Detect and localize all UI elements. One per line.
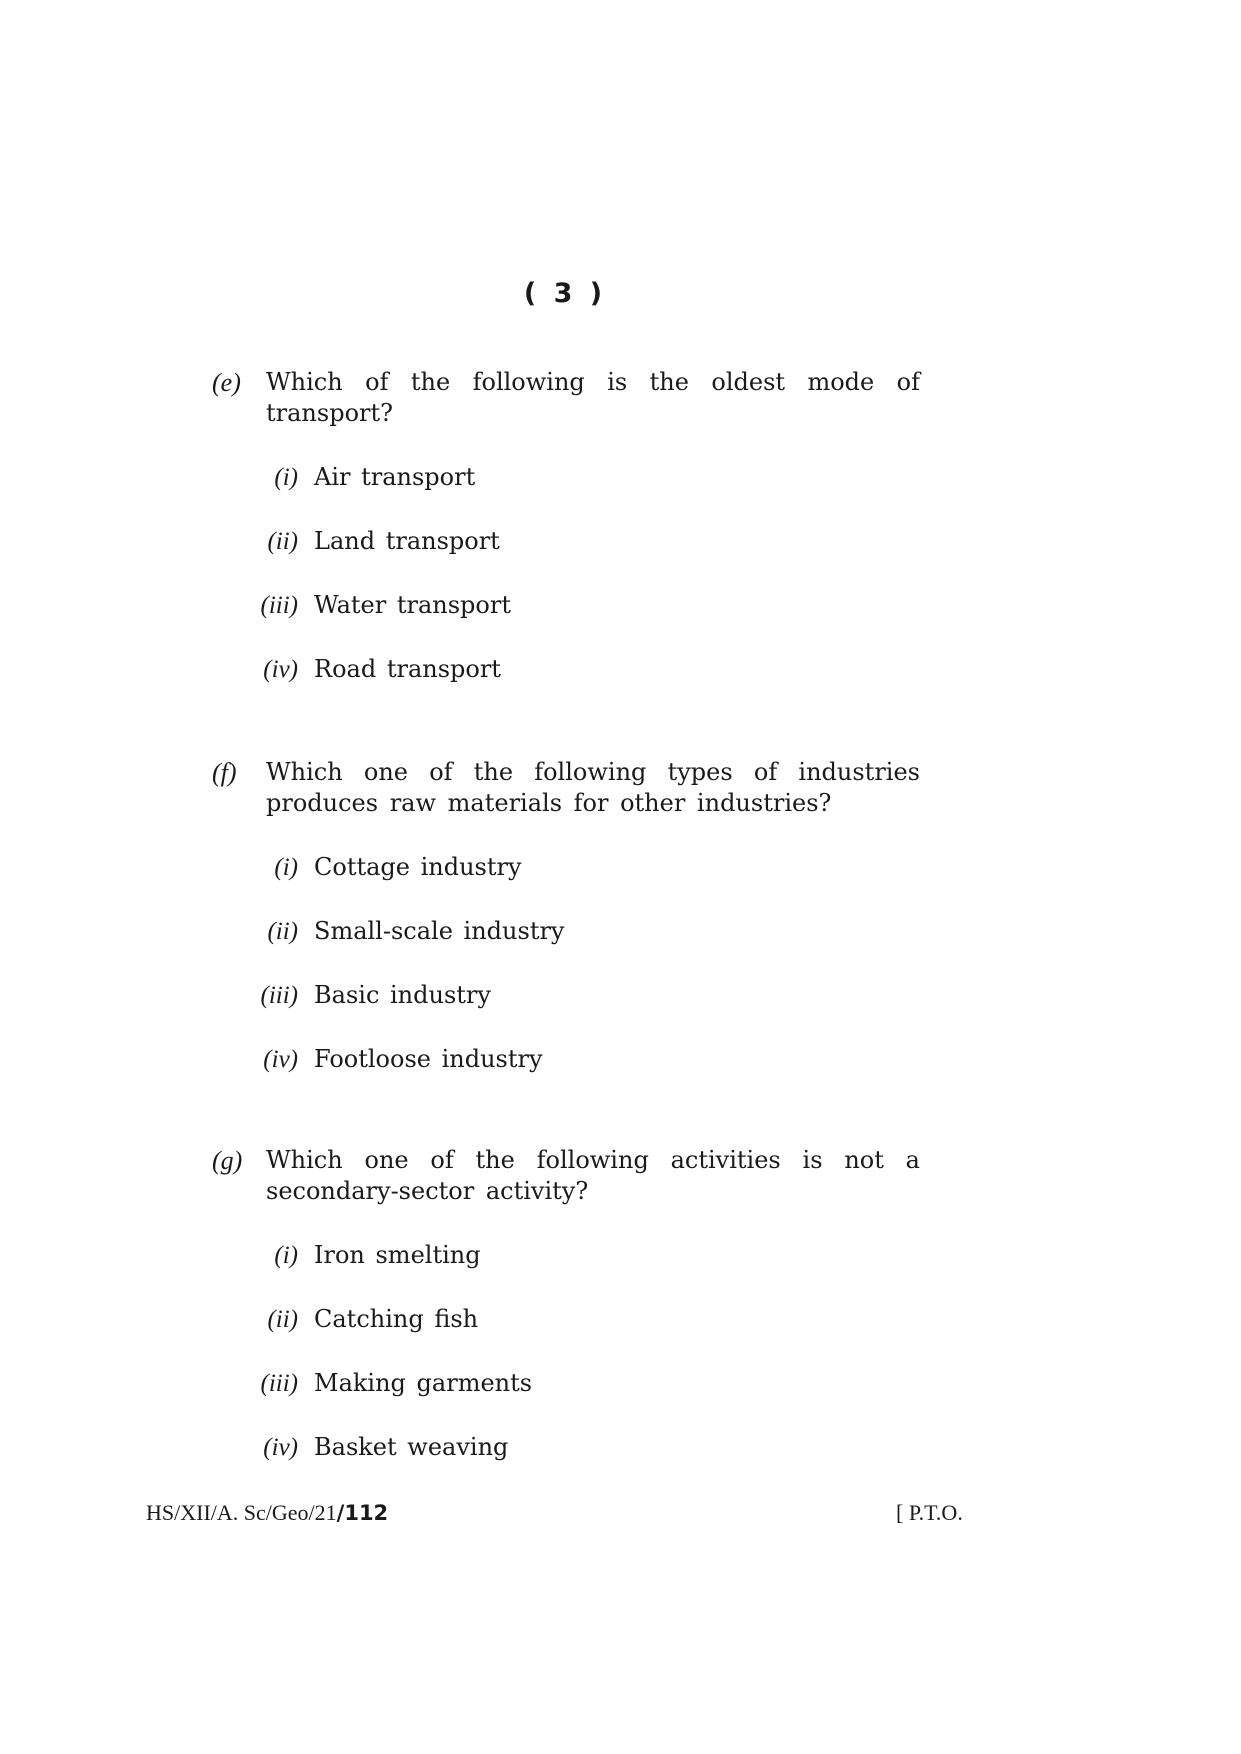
option-item <box>212 1044 920 1108</box>
option-item <box>212 526 920 590</box>
option-item <box>212 980 920 1044</box>
question-label: (g) <box>212 1146 243 1175</box>
option-item <box>212 916 920 980</box>
option-text: Land transport <box>314 527 500 555</box>
option-item <box>212 1240 920 1304</box>
option-item <box>212 852 920 916</box>
option-text: Water transport <box>314 591 511 619</box>
paper-code-suffix: /112 <box>336 1501 389 1525</box>
question-f <box>212 757 920 1108</box>
option-label: (i) <box>274 854 298 881</box>
option-item <box>212 1304 920 1368</box>
option-item <box>212 1368 920 1432</box>
option-label: (ii) <box>267 918 298 945</box>
option-item <box>212 654 920 718</box>
options-list <box>212 852 920 1108</box>
options-list <box>212 1240 920 1496</box>
option-label: (iv) <box>263 1434 298 1461</box>
question-text: Which one of the following activities is not a secondary-sector activity? <box>266 1146 920 1205</box>
option-text: Basic industry <box>314 981 491 1009</box>
paper-code-prefix: HS/XII/A. Sc/Geo/21 <box>146 1500 337 1525</box>
question-label: (e) <box>212 368 241 397</box>
question-label: (f) <box>212 758 237 787</box>
option-text: Small-scale industry <box>314 917 565 945</box>
option-text: Cottage industry <box>314 853 522 881</box>
option-label: (i) <box>274 464 298 491</box>
paper-code <box>146 1500 388 1526</box>
options-list <box>212 462 920 718</box>
option-label: (iii) <box>260 982 298 1009</box>
option-label: (iii) <box>260 592 298 619</box>
option-text: Making garments <box>314 1369 533 1397</box>
option-label: (iv) <box>263 1046 298 1073</box>
question-text: Which of the following is the oldest mode of transport? <box>266 368 920 427</box>
option-item <box>212 1432 920 1496</box>
page-number: ( 3 ) <box>523 278 607 309</box>
question-text: Which one of the following types of industries produces raw materials for other industries? <box>266 758 920 817</box>
option-label: (ii) <box>267 528 298 555</box>
option-text: Iron smelting <box>314 1241 481 1269</box>
option-item <box>212 590 920 654</box>
option-text: Footloose industry <box>314 1045 543 1073</box>
question-g <box>212 1145 920 1496</box>
option-label: (iv) <box>263 656 298 683</box>
option-label: (i) <box>274 1242 298 1269</box>
pto-note: [ P.T.O. <box>896 1500 963 1525</box>
option-text: Road transport <box>314 655 501 683</box>
option-text: Air transport <box>314 463 476 491</box>
option-text: Basket weaving <box>314 1433 509 1461</box>
option-label: (iii) <box>260 1370 298 1397</box>
option-text: Catching fish <box>314 1305 479 1333</box>
question-e <box>212 367 920 718</box>
option-label: (ii) <box>267 1306 298 1333</box>
option-item <box>212 462 920 526</box>
